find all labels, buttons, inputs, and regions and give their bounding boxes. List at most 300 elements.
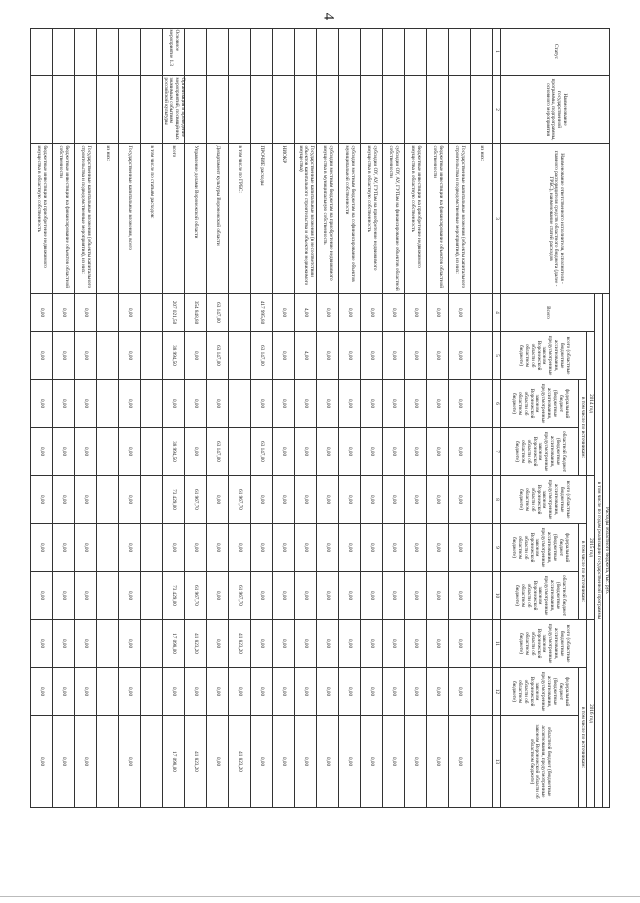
- cell-value: 63 147,00: [206, 294, 228, 332]
- cell-value: 4,00: [294, 294, 316, 332]
- cell-value: 0,00: [316, 332, 338, 380]
- cell-value: [96, 668, 118, 716]
- cell-value: 0,00: [316, 428, 338, 476]
- cell-value: 0,00: [316, 620, 338, 668]
- header-subcol-all: всего (областные бюджетные ассигнования, предусмотренные законом Воронежской области об областном бюджете): [500, 476, 586, 524]
- cell-program: [96, 76, 118, 144]
- cell-value: 0,00: [294, 524, 316, 572]
- column-number: 4: [492, 294, 500, 332]
- column-number: 5: [492, 332, 500, 380]
- cell-program: Организация и проведение мероприятий, посвящённых значимым событиям российской культуры: [162, 76, 184, 144]
- cell-status: [96, 28, 118, 76]
- cell-program: [360, 76, 382, 144]
- cell-value: 0,00: [250, 716, 272, 808]
- cell-value: 0,00: [404, 716, 426, 808]
- cell-value: [470, 572, 492, 620]
- cell-value: [470, 716, 492, 808]
- cell-status: [52, 28, 74, 76]
- cell-value: 0,00: [74, 294, 96, 332]
- cell-expense-item: в том числе по ГРБС:: [228, 144, 250, 294]
- cell-value: [96, 476, 118, 524]
- cell-program: [426, 76, 448, 144]
- cell-expense-item: в том числе по статьям расходов:: [140, 144, 162, 294]
- cell-status: [470, 28, 492, 76]
- cell-value: 0,00: [184, 524, 206, 572]
- cell-program: [206, 76, 228, 144]
- cell-value: 0,00: [228, 524, 250, 572]
- column-number: 13: [492, 716, 500, 808]
- cell-value: 0,00: [382, 524, 404, 572]
- cell-value: 0,00: [360, 668, 382, 716]
- cell-value: 63 147,00: [206, 332, 228, 380]
- cell-value: 0,00: [448, 572, 470, 620]
- header-year: 2014 год: [586, 332, 594, 476]
- cell-value: 0,00: [52, 620, 74, 668]
- cell-value: 0,00: [448, 332, 470, 380]
- budget-table: [30, 28, 610, 808]
- cell-program: [294, 76, 316, 144]
- cell-value: 0,00: [294, 620, 316, 668]
- cell-program: [140, 76, 162, 144]
- header-total: Всего: [500, 294, 594, 332]
- cell-value: 0,00: [360, 476, 382, 524]
- cell-value: 0,00: [272, 620, 294, 668]
- cell-status: [30, 28, 52, 76]
- cell-value: 0,00: [448, 428, 470, 476]
- column-number: 8: [492, 476, 500, 524]
- cell-value: 0,00: [30, 476, 52, 524]
- cell-status: [426, 28, 448, 76]
- cell-value: 0,00: [360, 294, 382, 332]
- cell-value: 0,00: [316, 716, 338, 808]
- cell-value: [470, 294, 492, 332]
- cell-value: 0,00: [404, 428, 426, 476]
- cell-value: [140, 620, 162, 668]
- cell-status: [118, 28, 140, 76]
- cell-value: [140, 476, 162, 524]
- cell-value: [470, 428, 492, 476]
- cell-value: 0,00: [426, 294, 448, 332]
- header-program-name: Наименование государственной программы, подпрограммы, основного мероприятия: [500, 76, 610, 144]
- cell-value: 38 994,50: [162, 428, 184, 476]
- cell-value: 0,00: [338, 620, 360, 668]
- cell-value: 0,00: [118, 294, 140, 332]
- cell-value: 0,00: [250, 572, 272, 620]
- cell-value: 0,00: [206, 572, 228, 620]
- cell-value: 0,00: [74, 332, 96, 380]
- cell-value: 0,00: [404, 524, 426, 572]
- cell-value: 0,00: [448, 294, 470, 332]
- cell-expense-item: бюджетные инвестиции на финансирование объектов областной собственности: [52, 144, 74, 294]
- cell-value: [96, 294, 118, 332]
- cell-value: [140, 332, 162, 380]
- cell-value: 354 848,80: [184, 294, 206, 332]
- cell-value: 0,00: [360, 428, 382, 476]
- cell-value: 0,00: [360, 716, 382, 808]
- cell-value: 0,00: [272, 380, 294, 428]
- cell-value: [470, 380, 492, 428]
- cell-value: 0,00: [52, 524, 74, 572]
- cell-status: [360, 28, 382, 76]
- cell-value: 0,00: [250, 668, 272, 716]
- cell-value: 0,00: [74, 620, 96, 668]
- scan-edge: [0, 896, 640, 897]
- header-spending-title: Расходы областного бюджета, тыс. руб.: [602, 294, 610, 808]
- cell-program: [272, 76, 294, 144]
- cell-value: 0,00: [338, 332, 360, 380]
- cell-expense-item: Государственные капитальные вложения (в несоответствии объектов капитального строительства и объектов недвижимого имущества): [294, 144, 316, 294]
- cell-value: [96, 428, 118, 476]
- cell-value: 0,00: [294, 380, 316, 428]
- cell-value: 0,00: [118, 572, 140, 620]
- header-subcol-federal: федеральный бюджет (бюджетные ассигнования, предусмотренные законом Воронежской области об областном бюджете): [500, 380, 578, 428]
- cell-value: 0,00: [52, 428, 74, 476]
- cell-value: 61 967,70: [184, 476, 206, 524]
- cell-value: 0,00: [426, 524, 448, 572]
- cell-value: 0,00: [118, 620, 140, 668]
- cell-value: 0,00: [74, 716, 96, 808]
- cell-status: [404, 28, 426, 76]
- cell-value: 0,00: [382, 380, 404, 428]
- cell-value: 0,00: [382, 476, 404, 524]
- cell-status: [206, 28, 228, 76]
- cell-value: 73 429,00: [162, 476, 184, 524]
- cell-expense-item: НИОКР: [272, 144, 294, 294]
- cell-status: [316, 28, 338, 76]
- cell-value: 0,00: [382, 428, 404, 476]
- cell-value: [228, 428, 250, 476]
- cell-program: [448, 76, 470, 144]
- cell-program: [184, 76, 206, 144]
- cell-value: 0,00: [404, 476, 426, 524]
- cell-value: 0,00: [30, 380, 52, 428]
- cell-value: 0,00: [272, 476, 294, 524]
- cell-expense-item: из них:: [96, 144, 118, 294]
- cell-value: 0,00: [52, 294, 74, 332]
- cell-value: 0,00: [52, 716, 74, 808]
- cell-value: 0,00: [316, 668, 338, 716]
- cell-value: 0,00: [30, 620, 52, 668]
- cell-value: 0,00: [206, 476, 228, 524]
- cell-value: 0,00: [448, 380, 470, 428]
- cell-value: [470, 524, 492, 572]
- cell-value: 0,00: [426, 428, 448, 476]
- cell-program: [118, 76, 140, 144]
- cell-value: [228, 332, 250, 380]
- cell-program: [338, 76, 360, 144]
- cell-expense-item: Государственные капитальные вложения (объекты капитального строительства и подведомственные мероприятия), из них:: [74, 144, 96, 294]
- cell-value: 0,00: [206, 668, 228, 716]
- cell-value: [140, 716, 162, 808]
- cell-value: 0,00: [206, 524, 228, 572]
- cell-value: [228, 380, 250, 428]
- cell-value: 417 995,80: [250, 294, 272, 332]
- header-subcol-federal: федеральный бюджет (бюджетные ассигнования, предусмотренные законом Воронежской области об областном бюджете): [500, 668, 578, 716]
- cell-status: Основное мероприятие 1.3: [162, 28, 184, 76]
- cell-value: [96, 572, 118, 620]
- cell-expense-item: субсидии местным бюджетам на софинансирование объектов муниципальной собственности: [338, 144, 360, 294]
- cell-value: 63 147,00: [206, 428, 228, 476]
- cell-value: 0,00: [338, 668, 360, 716]
- cell-status: [74, 28, 96, 76]
- cell-value: 0,00: [184, 428, 206, 476]
- cell-value: [96, 716, 118, 808]
- cell-status: [184, 28, 206, 76]
- cell-value: 0,00: [162, 668, 184, 716]
- cell-value: 0,00: [250, 380, 272, 428]
- cell-value: 0,00: [184, 380, 206, 428]
- cell-value: 0,00: [272, 716, 294, 808]
- column-number: 11: [492, 620, 500, 668]
- cell-value: 0,00: [294, 668, 316, 716]
- cell-value: 0,00: [294, 572, 316, 620]
- column-number: 2: [492, 76, 500, 144]
- column-number: 1: [492, 28, 500, 76]
- cell-value: 0,00: [338, 716, 360, 808]
- cell-value: 0,00: [118, 380, 140, 428]
- header-subcol-regional: областной бюджет (бюджетные ассигнования, предусмотренные законом Воронежской области об областном бюджете): [500, 428, 578, 476]
- cell-value: 0,00: [272, 572, 294, 620]
- cell-value: 0,00: [316, 476, 338, 524]
- cell-program: [404, 76, 426, 144]
- cell-value: 0,00: [250, 620, 272, 668]
- cell-value: 0,00: [338, 524, 360, 572]
- cell-value: 0,00: [338, 476, 360, 524]
- column-number: 12: [492, 668, 500, 716]
- cell-value: 0,00: [338, 428, 360, 476]
- cell-value: 41 823,20: [184, 620, 206, 668]
- cell-value: [96, 620, 118, 668]
- cell-value: 0,00: [272, 428, 294, 476]
- header-year: 2016 год: [586, 620, 594, 808]
- cell-value: 0,00: [382, 620, 404, 668]
- cell-value: 207 021,50: [162, 294, 184, 332]
- cell-value: 0,00: [426, 620, 448, 668]
- cell-value: [96, 332, 118, 380]
- cell-value: 38 994,50: [162, 332, 184, 380]
- header-incl: в том числе по источникам:: [578, 380, 586, 476]
- cell-value: 0,00: [426, 380, 448, 428]
- cell-value: 0,00: [426, 332, 448, 380]
- cell-value: [228, 294, 250, 332]
- cell-value: 0,00: [184, 668, 206, 716]
- cell-value: [470, 332, 492, 380]
- cell-value: 0,00: [404, 572, 426, 620]
- cell-program: [382, 76, 404, 144]
- cell-value: 0,00: [426, 668, 448, 716]
- cell-value: 0,00: [162, 524, 184, 572]
- header-status: Статус: [500, 28, 610, 76]
- cell-value: 0,00: [74, 668, 96, 716]
- cell-value: 41 823,20: [184, 716, 206, 808]
- cell-value: 41 823,20: [228, 620, 250, 668]
- cell-value: 0,00: [338, 380, 360, 428]
- cell-value: 0,00: [426, 716, 448, 808]
- cell-value: 0,00: [206, 620, 228, 668]
- cell-value: 0,00: [74, 476, 96, 524]
- cell-value: 0,00: [404, 380, 426, 428]
- cell-value: 0,00: [30, 524, 52, 572]
- cell-status: [250, 28, 272, 76]
- cell-value: 0,00: [426, 572, 448, 620]
- cell-expense-item: субсидии ОУ, АУ, ГУПам на финансирование объектов областной собственности: [382, 144, 404, 294]
- cell-value: [140, 380, 162, 428]
- cell-value: 0,00: [52, 572, 74, 620]
- cell-value: 0,00: [360, 332, 382, 380]
- cell-program: [74, 76, 96, 144]
- cell-program: [30, 76, 52, 144]
- cell-value: 63 147,00: [250, 332, 272, 380]
- cell-value: 0,00: [404, 668, 426, 716]
- cell-expense-item: всего: [162, 144, 184, 294]
- cell-value: 0,00: [404, 332, 426, 380]
- cell-value: 0,00: [382, 716, 404, 808]
- cell-value: 0,00: [250, 524, 272, 572]
- cell-value: 0,00: [448, 716, 470, 808]
- cell-value: 0,00: [118, 332, 140, 380]
- cell-value: [470, 668, 492, 716]
- cell-value: 0,00: [30, 428, 52, 476]
- cell-value: [140, 524, 162, 572]
- cell-value: 0,00: [272, 332, 294, 380]
- cell-program: [316, 76, 338, 144]
- cell-value: 0,00: [118, 524, 140, 572]
- cell-program: [228, 76, 250, 144]
- header-executor: Наименование ответственного исполнителя, исполнителя - главного распорядителя средств областного бюджета (далее - ГРБС), наименование статей расходов: [500, 144, 610, 294]
- cell-value: 0,00: [74, 524, 96, 572]
- cell-value: [140, 572, 162, 620]
- cell-value: 0,00: [30, 294, 52, 332]
- cell-value: [470, 476, 492, 524]
- cell-program: [470, 76, 492, 144]
- cell-value: 0,00: [52, 332, 74, 380]
- cell-value: 0,00: [52, 476, 74, 524]
- cell-value: 0,00: [74, 572, 96, 620]
- cell-value: 0,00: [316, 524, 338, 572]
- cell-value: [140, 294, 162, 332]
- cell-value: 0,00: [404, 620, 426, 668]
- cell-value: 0,00: [316, 572, 338, 620]
- cell-expense-item: бюджетные инвестиции на финансирование объектов областной собственности: [426, 144, 448, 294]
- cell-value: 0,00: [206, 716, 228, 808]
- cell-value: 0,00: [294, 428, 316, 476]
- cell-expense-item: из них:: [470, 144, 492, 294]
- cell-value: 61 967,70: [228, 572, 250, 620]
- cell-value: 0,00: [360, 572, 382, 620]
- cell-value: 0,00: [30, 716, 52, 808]
- cell-value: 0,00: [448, 620, 470, 668]
- page-number: 4: [320, 12, 337, 21]
- cell-expense-item: Департамент культуры Воронежской области: [206, 144, 228, 294]
- cell-value: [96, 380, 118, 428]
- cell-value: 41 823,20: [228, 716, 250, 808]
- cell-value: 0,00: [426, 476, 448, 524]
- cell-value: [140, 428, 162, 476]
- header-subcol-regional: областной бюджет (бюджетные ассигнования, предусмотренные законом Воронежской области об областном бюджете): [500, 572, 578, 620]
- header-year: 2015 год: [586, 476, 594, 620]
- header-incl: в том числе по источникам:: [578, 668, 586, 808]
- cell-value: 0,00: [448, 524, 470, 572]
- cell-value: 0,00: [250, 476, 272, 524]
- cell-value: 0,00: [228, 668, 250, 716]
- cell-value: 0,00: [118, 716, 140, 808]
- cell-value: 0,00: [338, 294, 360, 332]
- cell-value: 0,00: [272, 294, 294, 332]
- cell-value: 0,00: [272, 524, 294, 572]
- cell-status: [228, 28, 250, 76]
- cell-program: [250, 76, 272, 144]
- cell-status: [382, 28, 404, 76]
- cell-value: 63 147,00: [250, 428, 272, 476]
- cell-value: 0,00: [448, 476, 470, 524]
- cell-value: 0,00: [52, 668, 74, 716]
- cell-status: [448, 28, 470, 76]
- column-number: 6: [492, 380, 500, 428]
- cell-value: 17 098,00: [162, 620, 184, 668]
- cell-value: 61 967,70: [184, 572, 206, 620]
- cell-value: 0,00: [382, 668, 404, 716]
- cell-status: [140, 28, 162, 76]
- cell-value: 0,00: [118, 476, 140, 524]
- cell-value: [140, 668, 162, 716]
- cell-value: 0,00: [162, 380, 184, 428]
- column-number: 10: [492, 572, 500, 620]
- cell-value: 0,00: [360, 380, 382, 428]
- cell-expense-item: Государственные капитальные вложения (объекты капитального строительства и подведомственные мероприятия), из них:: [448, 144, 470, 294]
- cell-status: [294, 28, 316, 76]
- column-number: 9: [492, 524, 500, 572]
- cell-value: 0,00: [74, 380, 96, 428]
- cell-expense-item: субсидии ОУ, АУ, ГУПам на приобретение недвижимого имущества в областную собственность: [360, 144, 382, 294]
- cell-status: [338, 28, 360, 76]
- cell-value: 0,00: [294, 716, 316, 808]
- cell-value: 0,00: [360, 620, 382, 668]
- cell-program: [52, 76, 74, 144]
- cell-expense-item: ПРОЧИЕ расходы: [250, 144, 272, 294]
- cell-expense-item: бюджетные инвестиции на приобретение недвижимого имущества в областную собственность: [30, 144, 52, 294]
- cell-expense-item: субсидии местным бюджетам на приобретение недвижимого имущества в муниципальную собственность: [316, 144, 338, 294]
- cell-expense-item: Управление делами Воронежской области: [184, 144, 206, 294]
- cell-value: 0,00: [360, 524, 382, 572]
- header-subcol-federal: федеральный бюджет (бюджетные ассигнования, предусмотренные законом Воронежской области об областном бюджете): [500, 524, 578, 572]
- cell-expense-item: бюджетные инвестиции на приобретение недвижимого имущества в областную собственность: [404, 144, 426, 294]
- cell-value: 0,00: [52, 380, 74, 428]
- cell-expense-item: Государственные капитальные вложения, всего: [118, 144, 140, 294]
- cell-value: 73 429,00: [162, 572, 184, 620]
- cell-value: 0,00: [404, 294, 426, 332]
- cell-value: [470, 620, 492, 668]
- cell-value: 0,00: [294, 476, 316, 524]
- column-number: 7: [492, 428, 500, 476]
- cell-value: 0,00: [74, 428, 96, 476]
- cell-value: 61 967,70: [228, 476, 250, 524]
- cell-value: 0,00: [118, 668, 140, 716]
- cell-value: 0,00: [382, 294, 404, 332]
- cell-value: 0,00: [448, 668, 470, 716]
- cell-value: 0,00: [316, 380, 338, 428]
- cell-value: 17 098,00: [162, 716, 184, 808]
- cell-value: 0,00: [272, 668, 294, 716]
- cell-value: 0,00: [316, 294, 338, 332]
- cell-value: 0,00: [338, 572, 360, 620]
- header-subcol-all: всего (областные бюджетные ассигнования, предусмотренные законом Воронежской области об областном бюджете): [500, 620, 586, 668]
- column-number: 3: [492, 144, 500, 294]
- cell-value: 4,00: [294, 332, 316, 380]
- header-subcol-regional: областной бюджет (бюджетные ассигнования, предусмотренные законом Воронежской области об областном бюджете): [500, 716, 578, 808]
- cell-value: 0,00: [30, 572, 52, 620]
- header-subcol-all: всего (областные бюджетные ассигнования, предусмотренные законом Воронежской области об областном бюджете): [500, 332, 586, 380]
- cell-value: 0,00: [206, 380, 228, 428]
